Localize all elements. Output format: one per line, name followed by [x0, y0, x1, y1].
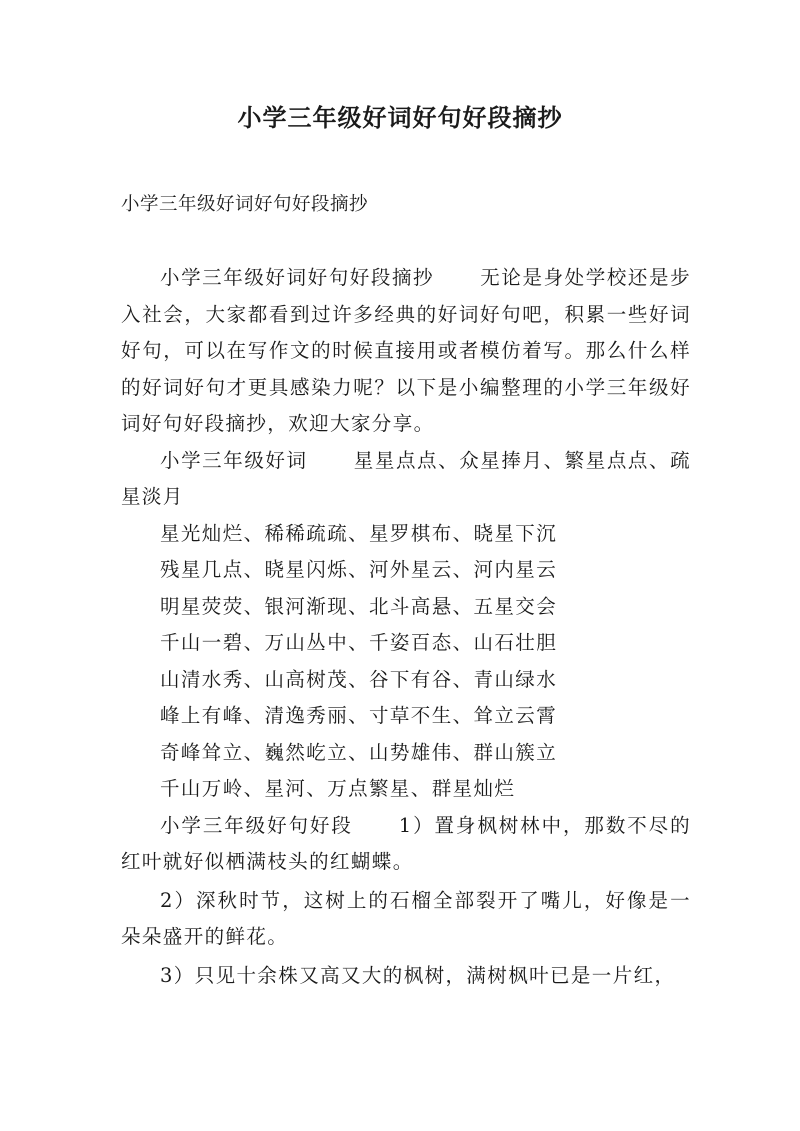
sentence-item: 1）置身枫树林中，那数不尽的红叶就好似栖满枝头的红蝴蝶。 — [121, 813, 691, 873]
list-item: 千山万岭、星河、万点繁星、群星灿烂 — [160, 777, 516, 800]
document-body — [121, 260, 691, 994]
words-lead: 小学三年级好词 — [160, 448, 308, 472]
list-item: 奇峰耸立、巍然屹立、山势雄伟、群山簇立 — [160, 740, 558, 764]
words-heading-paragraph — [121, 443, 691, 516]
list-item: 千山一碧、万山丛中、千姿百态、山石壮胆 — [160, 631, 558, 654]
intro-text: 无论是身处学校还是步入社会，大家都看到过许多经典的好词好句吧，积累一些好词好句，可以在写作文的时候直接用或者模仿着写。那么什么样的好词好句才更具感染力呢？以下是小编整理的小学三年级好词好句好段摘抄，欢迎大家分享。 — [121, 266, 691, 435]
document-title: 小学三年级好词好句好段摘抄 — [237, 104, 563, 132]
words-first-line: 星星点点、众星捧月、繁星点点、疏星淡月 — [121, 448, 691, 508]
intro-lead: 小学三年级好词好句好段摘抄 — [160, 266, 435, 289]
sentences-lead: 小学三年级好句好段 — [160, 813, 353, 837]
document-subtitle: 小学三年级好词好句好段摘抄 — [121, 194, 369, 215]
word-list — [121, 516, 691, 808]
intro-paragraph — [121, 260, 691, 443]
sentences-paragraph-3: 3）只见十余株又高又大的枫树，满树枫叶已是一片红， — [160, 963, 676, 987]
list-item: 峰上有峰、清逸秀丽、寸草不生、耸立云霄 — [160, 704, 558, 727]
sentences-paragraph-1 — [121, 808, 691, 881]
list-item: 山清水秀、山高树茂、谷下有谷、青山绿水 — [160, 667, 558, 691]
list-item: 残星几点、晓星闪烁、河外星云、河内星云 — [160, 558, 558, 581]
sentences-paragraph-2: 2）深秋时节，这树上的石榴全部裂开了嘴儿，好像是一朵朵盛开的鲜花。 — [121, 888, 691, 948]
list-item: 明星荧荧、银河渐现、北斗高悬、五星交会 — [160, 594, 558, 618]
list-item: 星光灿烂、稀稀疏疏、星罗棋布、晓星下沉 — [160, 521, 558, 545]
